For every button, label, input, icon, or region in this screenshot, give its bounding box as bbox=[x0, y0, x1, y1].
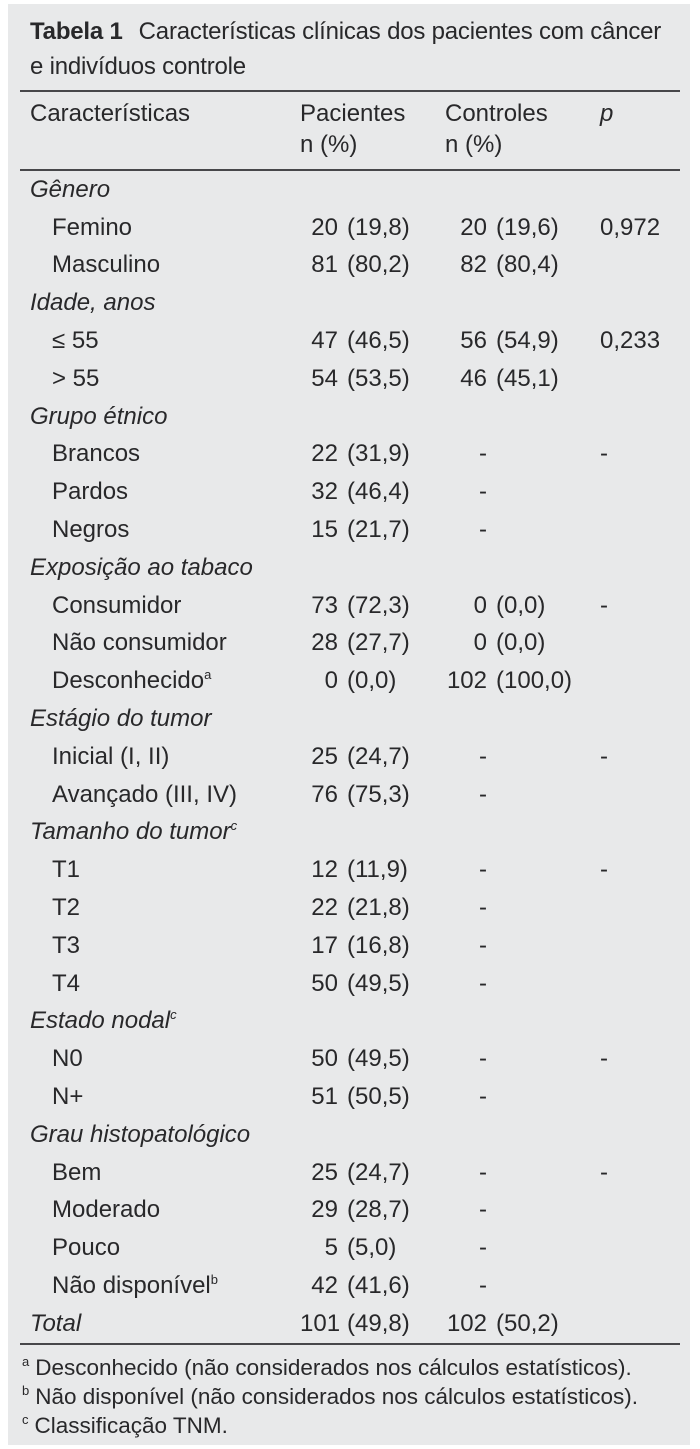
patients-value-cell bbox=[300, 1159, 445, 1187]
controls-n: 56 bbox=[460, 327, 487, 355]
patients-pct: (28,7) bbox=[347, 1196, 410, 1224]
p-value-cell: - bbox=[600, 856, 608, 884]
patients-value-cell bbox=[300, 629, 445, 657]
p-value-cell: - bbox=[600, 1045, 608, 1073]
footnote-text: Não disponível (não considerados nos cálculos estatísticos). bbox=[35, 1383, 639, 1409]
row-label-text: Consumidor bbox=[52, 591, 182, 619]
table-row bbox=[30, 1078, 678, 1116]
row-label bbox=[30, 818, 300, 846]
row-label-text: Masculino bbox=[52, 251, 161, 279]
patients-pct: (80,2) bbox=[347, 251, 410, 279]
controls-value-cell bbox=[445, 1272, 600, 1300]
controls-value-cell bbox=[445, 667, 600, 695]
patients-n: 50 bbox=[311, 1045, 338, 1073]
controls-n: - bbox=[479, 1272, 487, 1299]
row-label-text: Bem bbox=[52, 1158, 102, 1186]
patients-pct: (31,9) bbox=[347, 440, 410, 468]
controls-value-cell bbox=[445, 932, 600, 960]
footnote-line bbox=[22, 1382, 678, 1411]
row-label-text: T3 bbox=[52, 931, 81, 959]
controls-value-cell bbox=[445, 327, 600, 355]
patients-n: 5 bbox=[324, 1234, 338, 1262]
table-row bbox=[30, 1192, 678, 1230]
table-row bbox=[30, 1267, 678, 1305]
patients-pct: (49,8) bbox=[347, 1309, 410, 1337]
row-label-text: > 55 bbox=[52, 364, 100, 392]
p-value-cell: - bbox=[600, 1158, 608, 1186]
footnote-text: Classificação TNM. bbox=[34, 1412, 228, 1438]
patients-n: 12 bbox=[311, 856, 338, 884]
table-title-text: Características clínicas dos pacientes com câncer bbox=[138, 18, 662, 45]
p-value-cell: - bbox=[600, 591, 608, 619]
patients-pct: (19,8) bbox=[347, 213, 410, 241]
patients-n: 15 bbox=[311, 516, 338, 544]
controls-value-cell bbox=[445, 1310, 600, 1338]
row-label bbox=[30, 1310, 300, 1338]
patients-pct: (46,5) bbox=[347, 327, 410, 355]
controls-n: - bbox=[479, 1158, 487, 1186]
table-section-row bbox=[30, 1003, 678, 1041]
row-label bbox=[30, 403, 300, 431]
patients-value-cell bbox=[300, 667, 445, 695]
controls-n: - bbox=[479, 931, 487, 959]
row-label-text: Moderado bbox=[52, 1196, 161, 1224]
row-label bbox=[30, 1272, 300, 1300]
row-label bbox=[30, 516, 300, 544]
table-section-row bbox=[30, 171, 678, 209]
table-number-label: Tabela 1 bbox=[30, 18, 123, 45]
patients-value-cell bbox=[300, 516, 445, 544]
controls-pct: (100,0) bbox=[496, 667, 573, 695]
controls-n: 20 bbox=[460, 213, 487, 241]
row-label bbox=[30, 705, 300, 733]
patients-pct: (24,7) bbox=[347, 1158, 410, 1186]
controls-n: - bbox=[479, 516, 487, 544]
row-label bbox=[30, 1196, 300, 1224]
controls-n: - bbox=[479, 856, 487, 884]
controls-value-cell bbox=[445, 251, 600, 279]
patients-value-cell bbox=[300, 1234, 445, 1262]
row-label bbox=[30, 856, 300, 884]
controls-value-cell bbox=[445, 1159, 600, 1187]
patients-value-cell bbox=[300, 932, 445, 960]
controls-n: - bbox=[479, 1234, 487, 1262]
row-label-text: Femino bbox=[52, 213, 133, 241]
patients-n: 22 bbox=[311, 894, 338, 922]
row-label bbox=[30, 1083, 300, 1111]
patients-pct: (27,7) bbox=[347, 629, 410, 657]
controls-n: 82 bbox=[460, 251, 487, 279]
patients-n: 32 bbox=[311, 478, 338, 506]
table-row bbox=[30, 889, 678, 927]
patients-pct: (11,9) bbox=[347, 856, 408, 884]
table-section-row bbox=[30, 549, 678, 587]
patients-pct: (75,3) bbox=[347, 780, 410, 808]
footnote-marker: c bbox=[170, 1007, 177, 1023]
table-section-row bbox=[30, 284, 678, 322]
row-label bbox=[30, 592, 300, 620]
row-label-text: Pardos bbox=[52, 478, 129, 506]
controls-value-cell bbox=[445, 1196, 600, 1224]
row-label bbox=[30, 970, 300, 998]
controls-n: - bbox=[479, 742, 487, 770]
table-row bbox=[30, 965, 678, 1003]
patients-value-cell bbox=[300, 365, 445, 393]
table-row bbox=[30, 625, 678, 663]
table-row bbox=[30, 209, 678, 247]
controls-pct: (45,1) bbox=[496, 364, 559, 392]
patients-n: 0 bbox=[324, 667, 338, 695]
footnote-line bbox=[22, 1411, 678, 1440]
row-label-text: Estágio do tumor bbox=[30, 705, 212, 733]
footnotes bbox=[22, 1345, 678, 1440]
row-label bbox=[30, 214, 300, 242]
patients-value-cell bbox=[300, 1272, 445, 1300]
row-label-text: Grupo étnico bbox=[30, 402, 168, 430]
row-label bbox=[30, 289, 300, 317]
table-row bbox=[30, 587, 678, 625]
controls-pct: (54,9) bbox=[496, 327, 559, 355]
patients-n: 81 bbox=[311, 251, 338, 279]
controls-value-cell bbox=[445, 1234, 600, 1262]
patients-n: 47 bbox=[311, 327, 338, 355]
controls-value-cell bbox=[445, 592, 600, 620]
controls-n: 46 bbox=[460, 364, 487, 392]
column-header-patients: Pacientes n (%) bbox=[300, 100, 406, 158]
row-label-text: Não consumidor bbox=[52, 629, 227, 657]
controls-n: - bbox=[479, 1045, 487, 1073]
row-label bbox=[30, 667, 300, 695]
table-title-line1 bbox=[30, 14, 678, 49]
footnote-marker: b bbox=[210, 1272, 218, 1287]
row-label-text: Não disponível bbox=[52, 1272, 211, 1299]
patients-n: 54 bbox=[311, 364, 338, 392]
row-label-text: Grau histopatológico bbox=[30, 1120, 251, 1148]
row-label bbox=[30, 932, 300, 960]
table-panel bbox=[8, 4, 690, 1445]
patients-value-cell bbox=[300, 440, 445, 468]
row-label bbox=[30, 894, 300, 922]
patients-value-cell bbox=[300, 1196, 445, 1224]
row-label-text: N+ bbox=[52, 1083, 84, 1111]
patients-pct: (16,8) bbox=[347, 931, 410, 959]
row-label bbox=[30, 1121, 300, 1149]
patients-pct: (50,5) bbox=[347, 1083, 410, 1111]
table-section-row bbox=[30, 398, 678, 436]
row-label-text: Gênero bbox=[30, 175, 111, 203]
row-label bbox=[30, 1045, 300, 1073]
patients-n: 76 bbox=[311, 780, 338, 808]
footnote-marker: c bbox=[230, 818, 238, 834]
controls-n: 0 bbox=[473, 591, 487, 619]
row-label-text: Total bbox=[30, 1309, 82, 1337]
footnote-text: Desconhecido (não considerados nos cálculos estatísticos). bbox=[35, 1354, 632, 1380]
controls-pct: (80,4) bbox=[496, 251, 559, 279]
patients-n: 42 bbox=[311, 1272, 338, 1299]
controls-value-cell bbox=[445, 365, 600, 393]
controls-n: - bbox=[479, 969, 487, 997]
controls-n: - bbox=[479, 894, 487, 922]
controls-n: 102 bbox=[446, 667, 487, 695]
row-label bbox=[30, 251, 300, 279]
table-row bbox=[30, 247, 678, 285]
controls-n: - bbox=[479, 440, 487, 468]
row-label-text: T4 bbox=[52, 969, 81, 997]
patients-pct: (5,0) bbox=[347, 1234, 397, 1262]
patients-pct: (21,7) bbox=[347, 516, 410, 544]
patients-n: 20 bbox=[311, 213, 338, 241]
controls-value-cell bbox=[445, 970, 600, 998]
table-row bbox=[30, 1154, 678, 1192]
column-header-p: p bbox=[600, 100, 614, 127]
table-title bbox=[30, 4, 678, 90]
row-label-text: Inicial (I, II) bbox=[52, 742, 170, 770]
row-label bbox=[30, 478, 300, 506]
p-value-cell: - bbox=[600, 440, 608, 468]
table-row bbox=[30, 511, 678, 549]
row-label bbox=[30, 1007, 300, 1035]
row-label bbox=[30, 176, 300, 204]
patients-pct: (53,5) bbox=[347, 364, 410, 392]
patients-value-cell bbox=[300, 856, 445, 884]
patients-pct: (0,0) bbox=[347, 667, 397, 695]
table-row bbox=[30, 662, 678, 700]
footnote-marker: a bbox=[204, 667, 212, 683]
patients-n: 25 bbox=[311, 1158, 338, 1186]
patients-value-cell bbox=[300, 970, 445, 998]
row-label-text: Negros bbox=[52, 516, 130, 544]
table-row bbox=[30, 436, 678, 474]
column-header-controls: Controles n (%) bbox=[445, 100, 548, 158]
controls-value-cell bbox=[445, 894, 600, 922]
controls-value-cell bbox=[445, 1045, 600, 1073]
controls-n: - bbox=[479, 780, 487, 808]
controls-value-cell bbox=[445, 781, 600, 809]
patients-n: 22 bbox=[311, 440, 338, 468]
table-row bbox=[30, 322, 678, 360]
patients-value-cell bbox=[300, 327, 445, 355]
patients-pct: (41,6) bbox=[347, 1272, 410, 1299]
patients-n: 51 bbox=[311, 1083, 338, 1111]
footnote-line bbox=[22, 1353, 678, 1382]
table-title-line2: e indivíduos controle bbox=[30, 53, 246, 80]
row-label-text: Avançado (III, IV) bbox=[52, 780, 237, 808]
table-row bbox=[30, 1040, 678, 1078]
controls-pct: (0,0) bbox=[496, 629, 546, 657]
row-label-text: ≤ 55 bbox=[52, 327, 99, 355]
controls-pct: (50,2) bbox=[496, 1309, 559, 1337]
row-label bbox=[30, 327, 300, 355]
patients-value-cell bbox=[300, 894, 445, 922]
controls-value-cell bbox=[445, 440, 600, 468]
row-label bbox=[30, 743, 300, 771]
row-label-text: Exposição ao tabaco bbox=[30, 553, 253, 581]
patients-value-cell bbox=[300, 1310, 445, 1338]
controls-n: - bbox=[479, 478, 487, 506]
row-label-text: Pouco bbox=[52, 1234, 121, 1262]
patients-value-cell bbox=[300, 251, 445, 279]
row-label bbox=[30, 365, 300, 393]
row-label bbox=[30, 629, 300, 657]
patients-value-cell bbox=[300, 214, 445, 242]
controls-value-cell bbox=[445, 214, 600, 242]
table-row bbox=[30, 1229, 678, 1267]
patients-pct: (46,4) bbox=[347, 478, 410, 506]
patients-n: 73 bbox=[311, 591, 338, 619]
patients-n: 28 bbox=[311, 629, 338, 657]
table-row bbox=[30, 738, 678, 776]
row-label bbox=[30, 1159, 300, 1187]
patients-value-cell bbox=[300, 743, 445, 771]
p-value-cell: 0,233 bbox=[600, 327, 661, 355]
row-label-text: Desconhecido bbox=[52, 667, 205, 695]
row-label-text: N0 bbox=[52, 1045, 83, 1073]
controls-pct: (19,6) bbox=[496, 213, 559, 241]
p-value-cell: - bbox=[600, 742, 608, 770]
table-section-row bbox=[30, 814, 678, 852]
patients-n: 29 bbox=[311, 1196, 338, 1224]
row-label bbox=[30, 554, 300, 582]
patients-value-cell bbox=[300, 781, 445, 809]
footnote-mark: a bbox=[22, 1354, 30, 1370]
p-value-cell: 0,972 bbox=[600, 213, 661, 241]
patients-n: 17 bbox=[311, 931, 338, 959]
controls-value-cell bbox=[445, 743, 600, 771]
footnote-mark: c bbox=[22, 1412, 29, 1428]
table-body bbox=[30, 171, 678, 1343]
controls-value-cell bbox=[445, 478, 600, 506]
row-label-text: Brancos bbox=[52, 440, 141, 468]
table-row bbox=[30, 1305, 678, 1343]
patients-pct: (21,8) bbox=[347, 894, 410, 922]
row-label bbox=[30, 1234, 300, 1262]
row-label bbox=[30, 781, 300, 809]
controls-value-cell bbox=[445, 856, 600, 884]
table-row bbox=[30, 360, 678, 398]
patients-value-cell bbox=[300, 478, 445, 506]
patients-n: 25 bbox=[311, 742, 338, 770]
patients-n: 101 bbox=[300, 1309, 341, 1337]
controls-value-cell bbox=[445, 1083, 600, 1111]
table-row bbox=[30, 927, 678, 965]
column-header-characteristics: Características bbox=[30, 100, 191, 127]
footnote-mark: b bbox=[22, 1383, 30, 1399]
controls-value-cell bbox=[445, 516, 600, 544]
patients-pct: (72,3) bbox=[347, 591, 410, 619]
table-row bbox=[30, 776, 678, 814]
controls-n: 102 bbox=[446, 1309, 487, 1337]
controls-n: - bbox=[479, 1083, 487, 1111]
patients-pct: (49,5) bbox=[347, 969, 410, 997]
row-label-text: T2 bbox=[52, 894, 81, 922]
controls-value-cell bbox=[445, 629, 600, 657]
table-section-row bbox=[30, 700, 678, 738]
controls-n: 0 bbox=[473, 629, 487, 657]
patients-n: 50 bbox=[311, 969, 338, 997]
table-row bbox=[30, 851, 678, 889]
patients-pct: (49,5) bbox=[347, 1045, 410, 1073]
row-label-text: T1 bbox=[52, 856, 81, 884]
controls-n: - bbox=[479, 1196, 487, 1224]
patients-pct: (24,7) bbox=[347, 742, 410, 770]
row-label-text: Estado nodal bbox=[30, 1007, 171, 1035]
table-header-row bbox=[30, 92, 678, 169]
row-label-text: Tamanho do tumor bbox=[30, 818, 231, 846]
table-section-row bbox=[30, 1116, 678, 1154]
table-row bbox=[30, 473, 678, 511]
controls-pct: (0,0) bbox=[496, 591, 546, 619]
patients-value-cell bbox=[300, 592, 445, 620]
row-label-text: Idade, anos bbox=[30, 289, 156, 317]
patients-value-cell bbox=[300, 1045, 445, 1073]
row-label bbox=[30, 440, 300, 468]
patients-value-cell bbox=[300, 1083, 445, 1111]
